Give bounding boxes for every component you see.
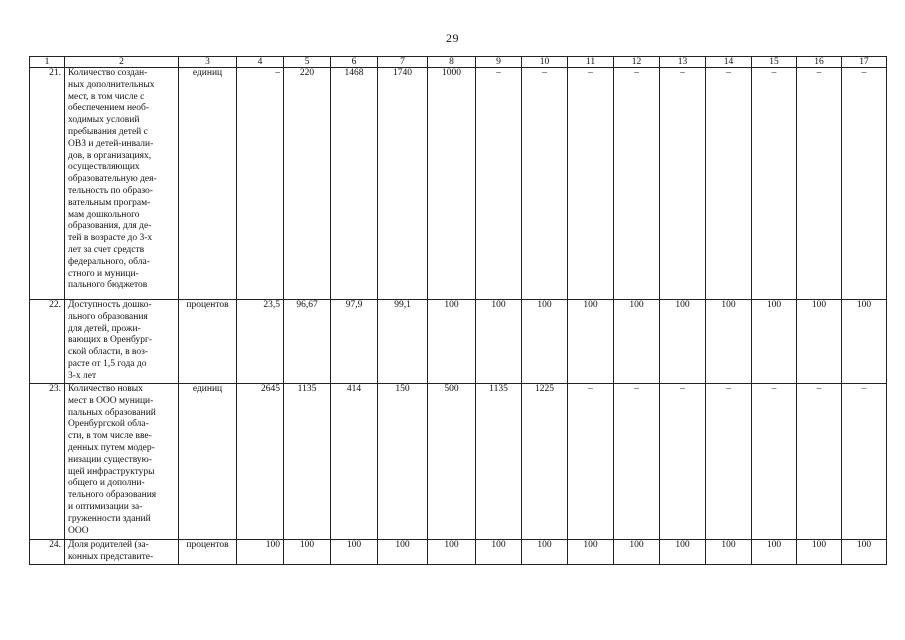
- value-cell-col-9: 1135: [476, 384, 522, 540]
- indicator-name-line: пальных образований: [68, 407, 156, 418]
- value-cell-col-8: 1000: [428, 68, 476, 300]
- value-cell-col-9: –: [476, 68, 522, 300]
- value-cell-col-17: 100: [842, 300, 887, 384]
- value-cell-col-4: 2645: [237, 384, 284, 540]
- header-cell-16: 16: [797, 57, 842, 68]
- header-cell-12: 12: [614, 57, 660, 68]
- header-cell-3: 3: [179, 57, 237, 68]
- value-cell-col-12: –: [614, 384, 660, 540]
- table-row: [30, 384, 887, 540]
- value-cell-col-17: –: [842, 68, 887, 300]
- header-cell-15: 15: [752, 57, 797, 68]
- header-row: [30, 57, 887, 68]
- row-number: 23.: [30, 384, 65, 540]
- header-cell-17: 17: [842, 57, 887, 68]
- indicator-name-line: пребывания детей с: [68, 126, 148, 137]
- value-cell-col-16: –: [797, 68, 842, 300]
- value-cell-col-8: 500: [428, 384, 476, 540]
- indicator-name-line: стного и муници-: [68, 268, 139, 279]
- indicator-name-line: образовательную дея-: [68, 174, 157, 185]
- value-cell-col-12: –: [614, 68, 660, 300]
- indicator-name: [65, 68, 179, 300]
- indicator-name-line: низации существую-: [68, 454, 152, 465]
- value-cell-col-15: 100: [752, 300, 797, 384]
- value-cell-col-13: 100: [660, 540, 706, 565]
- indicator-name-line: тельного образования: [68, 490, 157, 501]
- indicator-name-line: 3-х лет: [68, 370, 97, 381]
- value-cell-col-5: 220: [284, 68, 331, 300]
- table-row: [30, 540, 887, 565]
- row-number: 24.: [30, 540, 65, 565]
- value-cell-col-6: 414: [331, 384, 378, 540]
- value-cell-col-17: 100: [842, 540, 887, 565]
- indicator-name-line: мест в ООО муници-: [68, 395, 154, 406]
- value-cell-col-4: –: [237, 68, 284, 300]
- value-cell-col-11: –: [568, 384, 614, 540]
- indicator-name-line: Доля родителей (за-: [68, 540, 149, 550]
- indicator-name-line: обеспечением необ-: [68, 103, 150, 114]
- value-cell-col-13: 100: [660, 300, 706, 384]
- header-cell-9: 9: [476, 57, 522, 68]
- indicator-name-line: лет за счет средств: [68, 244, 145, 255]
- value-cell-col-14: –: [706, 68, 752, 300]
- indicator-name-line: сти, в том числе вве-: [68, 431, 152, 442]
- indicator-name-line: осуществляющих: [68, 162, 140, 173]
- indicator-name-line: Количество новых: [68, 384, 143, 394]
- indicator-name: [65, 540, 179, 565]
- indicator-name-line: ных дополнительных: [68, 79, 155, 90]
- value-cell-col-13: –: [660, 384, 706, 540]
- value-cell-col-10: 100: [522, 300, 568, 384]
- value-cell-col-5: 1135: [284, 384, 331, 540]
- value-cell-col-10: 100: [522, 540, 568, 565]
- value-cell-col-15: –: [752, 384, 797, 540]
- indicator-name-line: ской области, в воз-: [68, 347, 149, 358]
- indicator-name-line: тей в возрасте до 3-х: [68, 233, 153, 244]
- indicator-name-line: общего и дополни-: [68, 478, 145, 489]
- value-cell-col-7: 100: [378, 540, 428, 565]
- indicator-name-line: Оренбургской обла-: [68, 419, 149, 430]
- header-cell-4: 4: [237, 57, 284, 68]
- indicator-name-line: Доступность дошко-: [68, 300, 152, 310]
- indicator-name-line: расте от 1,5 года до: [68, 358, 147, 369]
- value-cell-col-7: 150: [378, 384, 428, 540]
- indicator-name-line: дов, в организациях,: [68, 150, 152, 161]
- indicator-name-line: груженности зданий: [68, 513, 151, 524]
- indicator-name-line: щей инфраструктуры: [68, 466, 155, 477]
- header-cell-7: 7: [378, 57, 428, 68]
- indicator-name-line: вательным програм-: [68, 197, 151, 208]
- indicator-name-line: федерального, обла-: [68, 256, 150, 267]
- value-cell-col-12: 100: [614, 540, 660, 565]
- indicator-name-line: денных путем модер-: [68, 442, 155, 453]
- header-cell-8: 8: [428, 57, 476, 68]
- unit-of-measure: единиц: [179, 384, 237, 540]
- header-cell-6: 6: [331, 57, 378, 68]
- value-cell-col-14: 100: [706, 540, 752, 565]
- indicator-name: [65, 384, 179, 540]
- indicator-name-line: Количество создан-: [68, 68, 148, 78]
- indicator-name-line: мест, в том числе с: [68, 91, 145, 102]
- value-cell-col-11: 100: [568, 300, 614, 384]
- indicator-name-line: для детей, прожи-: [68, 323, 141, 334]
- indicator-name-line: ООО: [68, 525, 89, 536]
- table-row: [30, 68, 887, 300]
- unit-of-measure: процентов: [179, 540, 237, 565]
- value-cell-col-5: 100: [284, 540, 331, 565]
- value-cell-col-9: 100: [476, 300, 522, 384]
- header-cell-1: 1: [30, 57, 65, 68]
- header-cell-2: 2: [65, 57, 179, 68]
- value-cell-col-6: 97,9: [331, 300, 378, 384]
- value-cell-col-13: –: [660, 68, 706, 300]
- value-cell-col-7: 1740: [378, 68, 428, 300]
- value-cell-col-11: –: [568, 68, 614, 300]
- indicator-name-line: мам дошкольного: [68, 209, 140, 220]
- row-number: 21.: [30, 68, 65, 300]
- value-cell-col-15: 100: [752, 540, 797, 565]
- row-number: 22.: [30, 300, 65, 384]
- value-cell-col-6: 1468: [331, 68, 378, 300]
- value-cell-col-15: –: [752, 68, 797, 300]
- header-cell-14: 14: [706, 57, 752, 68]
- value-cell-col-14: –: [706, 384, 752, 540]
- header-cell-5: 5: [284, 57, 331, 68]
- unit-of-measure: процентов: [179, 300, 237, 384]
- value-cell-col-10: 1225: [522, 384, 568, 540]
- indicator-name-line: ОВЗ и детей-инвали-: [68, 138, 154, 149]
- header-cell-11: 11: [568, 57, 614, 68]
- indicator-name-line: конных представите-: [68, 551, 154, 562]
- value-cell-col-17: –: [842, 384, 887, 540]
- value-cell-col-6: 100: [331, 540, 378, 565]
- value-cell-col-16: 100: [797, 540, 842, 565]
- value-cell-col-5: 96,67: [284, 300, 331, 384]
- indicator-name-line: ходимых условий: [68, 115, 140, 126]
- indicator-name-line: образования, для де-: [68, 221, 152, 232]
- indicator-name: [65, 300, 179, 384]
- value-cell-col-4: 100: [237, 540, 284, 565]
- value-cell-col-12: 100: [614, 300, 660, 384]
- indicator-name-line: вающих в Оренбург-: [68, 335, 153, 346]
- value-cell-col-8: 100: [428, 540, 476, 565]
- value-cell-col-11: 100: [568, 540, 614, 565]
- indicator-name-line: льного образования: [68, 311, 148, 322]
- indicator-name-line: и оптимизации за-: [68, 501, 143, 512]
- unit-of-measure: единиц: [179, 68, 237, 300]
- indicators-table: [29, 56, 887, 565]
- value-cell-col-16: –: [797, 384, 842, 540]
- value-cell-col-10: –: [522, 68, 568, 300]
- table-row: [30, 300, 887, 384]
- value-cell-col-8: 100: [428, 300, 476, 384]
- value-cell-col-9: 100: [476, 540, 522, 565]
- value-cell-col-14: 100: [706, 300, 752, 384]
- indicator-name-line: пального бюджетов: [68, 280, 148, 291]
- value-cell-col-16: 100: [797, 300, 842, 384]
- header-cell-13: 13: [660, 57, 706, 68]
- value-cell-col-4: 23,5: [237, 300, 284, 384]
- value-cell-col-7: 99,1: [378, 300, 428, 384]
- indicator-name-line: тельность по образо-: [68, 185, 153, 196]
- header-cell-10: 10: [522, 57, 568, 68]
- page-number: 29: [446, 31, 459, 45]
